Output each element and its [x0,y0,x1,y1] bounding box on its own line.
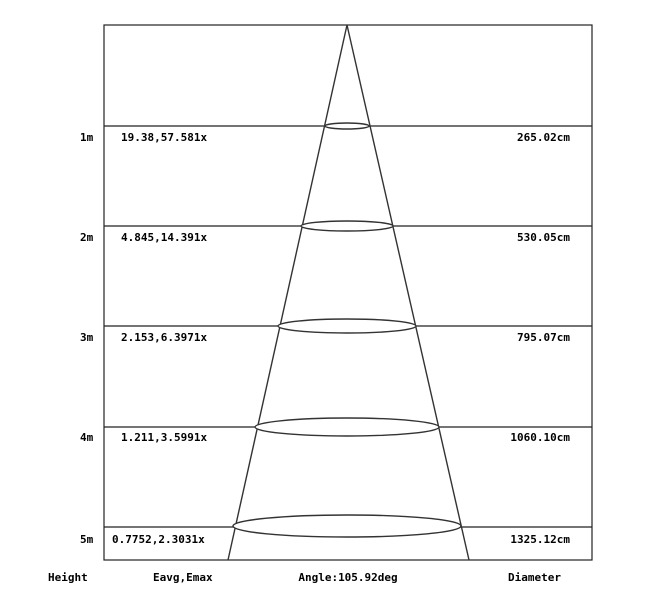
diagram-frame [104,25,592,560]
diameter-value-3m: 795.07cm [517,331,570,344]
height-label-1m: 1m [80,131,94,144]
diameter-value-4m: 1060.10cm [510,431,570,444]
beam-ellipse-4m [255,418,439,436]
height-label-5m: 5m [80,533,94,546]
height-label-4m: 4m [80,431,94,444]
cone-left-edge [228,25,347,560]
footer-eavg-emax-label: Eavg,Emax [153,571,213,584]
beam-ellipse-1m [325,123,369,129]
footer-height-label: Height [48,571,88,584]
diameter-value-5m: 1325.12cm [510,533,570,546]
diameter-value-2m: 530.05cm [517,231,570,244]
illuminance-value-3m: 2.153,6.3971x [121,331,208,344]
illuminance-value-1m: 19.38,57.581x [121,131,208,144]
diameter-value-1m: 265.02cm [517,131,570,144]
height-label-2m: 2m [80,231,94,244]
footer-diameter-label: Diameter [508,571,561,584]
cone-right-edge [347,25,469,560]
beam-ellipse-2m [301,221,393,231]
illuminance-value-2m: 4.845,14.391x [121,231,208,244]
illuminance-value-5m: 0.7752,2.3031x [112,533,205,546]
illuminance-value-4m: 1.211,3.5991x [121,431,208,444]
beam-ellipse-5m [233,515,461,537]
footer-angle-label: Angle:105.92deg [298,571,398,584]
height-label-3m: 3m [80,331,94,344]
beam-ellipse-3m [278,319,416,333]
